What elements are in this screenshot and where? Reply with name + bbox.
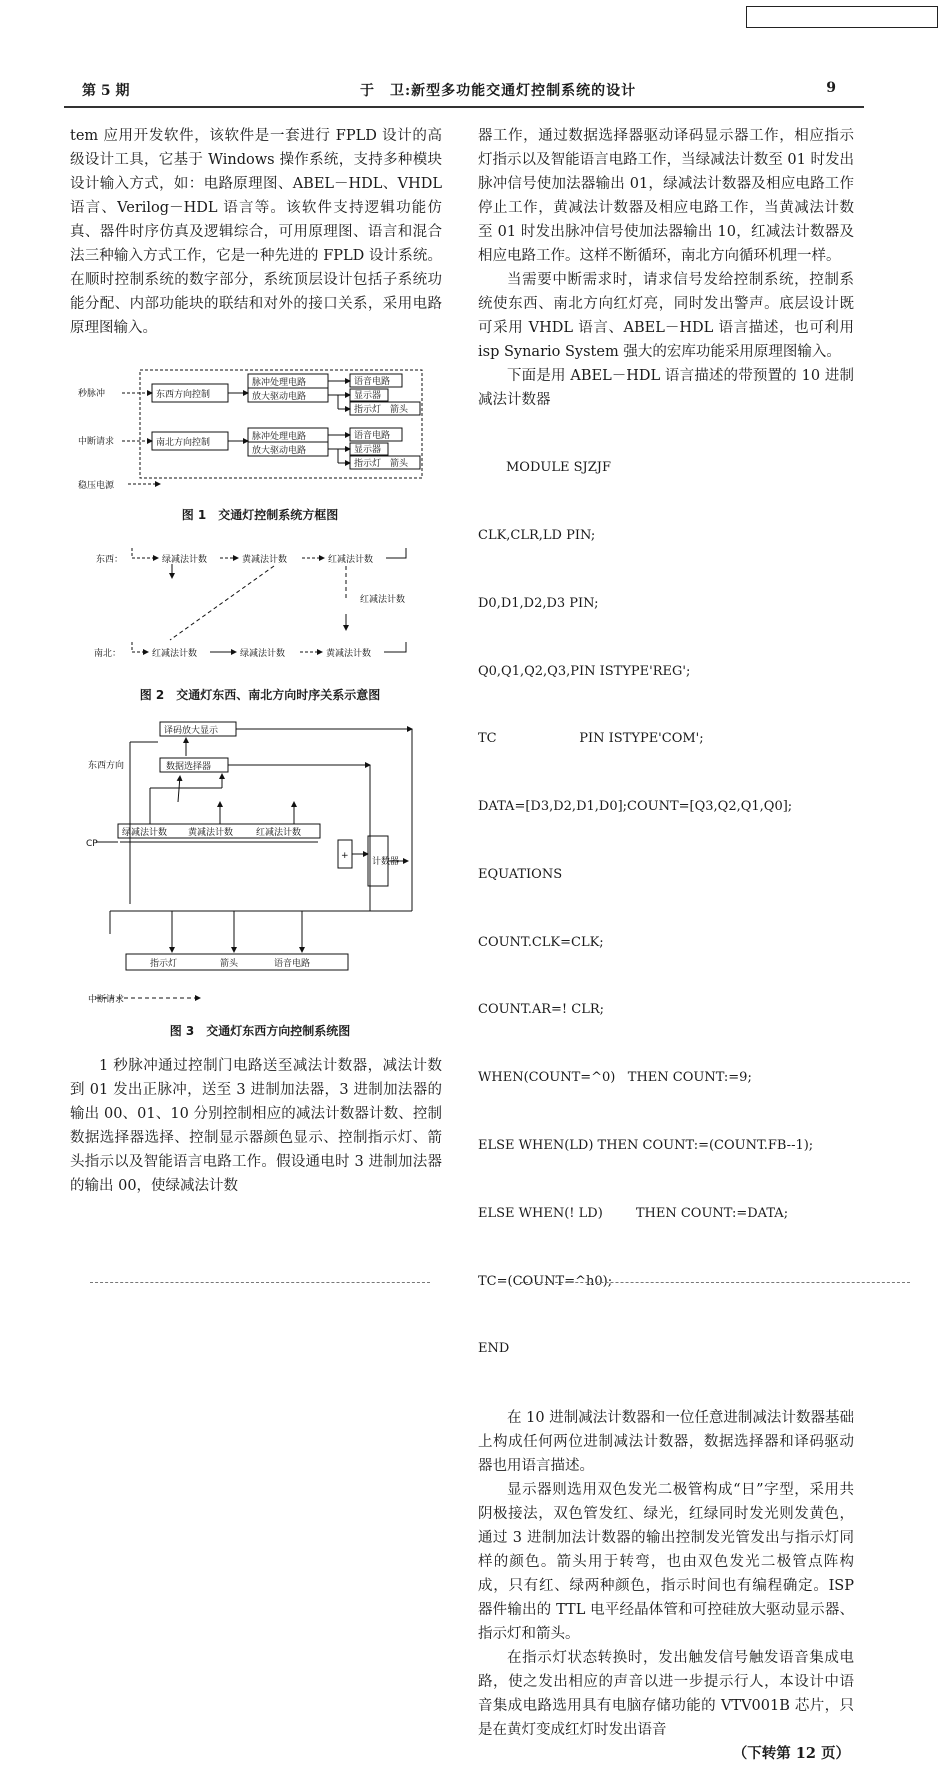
sn-green: 绿减法计数 bbox=[240, 649, 286, 659]
label-cp: CP bbox=[86, 839, 98, 849]
code-line: WHEN(COUNT=^0) THEN COUNT:=9; bbox=[478, 1070, 752, 1086]
label-display-1: 显示器 bbox=[354, 391, 382, 401]
code-line: TC PIN ISTYPE'COM'; bbox=[478, 731, 704, 747]
page-number: 9 bbox=[826, 80, 836, 96]
ew-control-diagram bbox=[70, 716, 450, 1016]
right-column bbox=[478, 124, 854, 1766]
label-east-west: 东西： bbox=[96, 555, 124, 565]
left-column bbox=[70, 124, 442, 340]
label-yellow: 黄减法计数 bbox=[188, 828, 234, 838]
para-2: 当需要中断需求时，请求信号发给控制系统，控制系统使东西、南北方向红灯亮，同时发出警声。底层设计既可采用 VHDL 语言、ABEL－HDL 语言描述，也可利用 isp Synario System 强大的宏库功能采用原理图输入。 bbox=[478, 272, 854, 360]
para-4: 在 10 进制减法计数器和一位任意进制减法计数器基础上构成任何两位进制减法计数器，数据选择器和译码驱动器也用语言描述。 bbox=[478, 1410, 854, 1475]
top-right-box bbox=[746, 6, 938, 28]
code-line: D0,D1,D2,D3 PIN; bbox=[478, 595, 599, 611]
label-indicator-2: 指示灯 箭头 bbox=[354, 459, 409, 469]
sn-yellow: 黄减法计数 bbox=[326, 649, 372, 659]
figure-3 bbox=[70, 716, 450, 1016]
code-line: COUNT.CLK=CLK; bbox=[478, 934, 604, 950]
figure-3-caption: 图 3 交通灯东西方向控制系统图 bbox=[169, 1024, 351, 1038]
code-line: MODULE SJZJF bbox=[506, 460, 611, 476]
label-amp-drive-1: 放大驱动电路 bbox=[252, 392, 307, 402]
label-counter: 计数器 bbox=[372, 857, 400, 867]
label-arrow: 箭头 bbox=[220, 959, 239, 969]
abel-code-listing bbox=[478, 412, 854, 1406]
continued-note: （下转第 12 页） bbox=[732, 1745, 850, 1763]
code-line: END bbox=[478, 1341, 510, 1357]
label-south-north: 南北： bbox=[94, 649, 122, 659]
code-line: COUNT.AR=! CLR; bbox=[478, 1002, 605, 1018]
label-power: 稳压电源 bbox=[78, 481, 115, 491]
ew-yellow: 黄减法计数 bbox=[242, 555, 288, 565]
label-indicator-1: 指示灯 箭头 bbox=[354, 405, 409, 415]
intro-paragraph: tem 应用开发软件，该软件是一套进行 FPLD 设计的高级设计工具，它基于 Windows 操作系统，支持多种模块设计输入方式，如：电路原理图、ABEL－HDL、VHDL 语言、Verilog－HDL 语言等。该软件支持逻辑功能仿真、器件时序仿真及逻辑综合，可用原理图、语言和混合法三种输入方式工作，它是一种先进的 FPLD 设计系统。在顺时控制系统的数字部分，系统顶层设计包括子系统功能分配、内部功能块的联结和对外的接口关系，采用电路原理图输入。 bbox=[70, 128, 442, 336]
label-voice: 语音电路 bbox=[274, 959, 311, 969]
code-line: DATA=[D3,D2,D1,D0];COUNT=[Q3,Q2,Q1,Q0]; bbox=[478, 799, 793, 815]
side-red: 红减法计数 bbox=[360, 595, 406, 605]
label-plus: + bbox=[341, 851, 349, 861]
footer-rule-left bbox=[90, 1282, 430, 1283]
ew-green: 绿减法计数 bbox=[162, 555, 208, 565]
figure-2 bbox=[70, 540, 450, 674]
label-amp-drive-2: 放大驱动电路 bbox=[252, 446, 307, 456]
footer-rule-right bbox=[520, 1282, 910, 1283]
label-red: 红减法计数 bbox=[256, 828, 302, 838]
para-6: 在指示灯状态转换时，发出触发信号触发语音集成电路，使之发出相应的声音以进一步提示行人，本设计中语音集成电路选用具有电脑存储功能的 VTV001B 芯片，只是在黄灯变成红灯时发出语音 bbox=[478, 1650, 854, 1739]
label-decode: 译码放大显示 bbox=[164, 726, 219, 736]
sn-red: 红减法计数 bbox=[152, 649, 198, 659]
label-pulse-proc-1: 脉冲处理电路 bbox=[252, 378, 307, 388]
code-line: TC=(COUNT=^h0); bbox=[478, 1273, 613, 1289]
label-indicator: 指示灯 bbox=[150, 959, 178, 969]
left-column-lower bbox=[70, 1054, 442, 1198]
code-line: CLK,CLR,LD PIN; bbox=[478, 527, 596, 543]
figure-1 bbox=[70, 366, 450, 496]
label-pulse-proc-2: 脉冲处理电路 bbox=[252, 432, 307, 442]
para-1: 器工作，通过数据选择器驱动译码显示器工作，相应指示灯指示以及智能语言电路工作，当绿减法计数至 01 时发出脉冲信号使加法器输出 01，绿减法计数器及相应电路工作停止工作，黄减法计数器及相应电路工作，当黄减法计数至 01 时发出脉冲信号使加法器输出 10，红减法计数器及相应电路工作。这样不断循环，南北方向循环机理一样。 bbox=[478, 128, 854, 264]
header-rule bbox=[64, 106, 864, 108]
label-interrupt: 中断请求 bbox=[78, 437, 115, 447]
para-5: 显示器则选用双色发光二极管构成“日”字型，采用共阴极接法，双色管发红、绿光，红绿同时发光则发黄色，通过 3 进制加法计数器的输出控制发光管发出与指示灯同样的颜色。箭头用于转弯，也由双色发光二极管点阵构成，只有红、绿两种颜色，指示时间也有编程确定。ISP 器件输出的 TTL 电平经晶体管和可控硅放大驱动显示器、指示灯和箭头。 bbox=[478, 1482, 854, 1643]
block-diagram bbox=[70, 366, 450, 496]
figure-2-caption: 图 2 交通灯东西、南北方向时序关系示意图 bbox=[139, 688, 381, 702]
code-line: ELSE WHEN(! LD) THEN COUNT:=DATA; bbox=[478, 1205, 789, 1221]
label-voice-1: 语音电路 bbox=[354, 377, 391, 387]
issue-number: 第 5 期 bbox=[82, 83, 130, 99]
label-selector: 数据选择器 bbox=[166, 762, 212, 772]
code-line: EQUATIONS bbox=[478, 866, 563, 882]
label-sec-pulse: 秒脉冲 bbox=[78, 389, 106, 399]
page-header bbox=[70, 80, 860, 104]
code-line: Q0,Q1,Q2,Q3,PIN ISTYPE'REG'; bbox=[478, 663, 691, 679]
ew-red: 红减法计数 bbox=[328, 555, 374, 565]
timing-diagram bbox=[70, 540, 450, 674]
label-interrupt: 中断请求 bbox=[88, 995, 125, 1005]
label-green: 绿减法计数 bbox=[122, 828, 168, 838]
label-ew-dir: 东西方向 bbox=[88, 761, 125, 771]
para-3: 下面是用 ABEL－HDL 语言描述的带预置的 10 进制减法计数器 bbox=[478, 368, 854, 408]
running-title: 于 卫:新型多功能交通灯控制系统的设计 bbox=[360, 83, 637, 99]
code-line: ELSE WHEN(LD) THEN COUNT:=(COUNT.FB--1); bbox=[478, 1138, 814, 1153]
after-figures-paragraph: 1 秒脉冲通过控制门电路送至减法计数器，减法计数到 01 发出正脉冲，送至 3 进制加法器，3 进制加法器的输出 00、01、10 分别控制相应的减法计数器计数、控制数据选择器选择、控制显示器颜色显示、控制指示灯、箭头指示以及智能语言电路工作。假设通电时 3 进制加法器的输出 00，使绿减法计数 bbox=[70, 1058, 442, 1194]
label-ew-ctrl: 东西方向控制 bbox=[156, 390, 211, 400]
figure-1-caption: 图 1 交通灯控制系统方框图 bbox=[181, 508, 339, 522]
label-voice-2: 语音电路 bbox=[354, 431, 391, 441]
label-display-2: 显示器 bbox=[354, 445, 382, 455]
label-ns-ctrl: 南北方向控制 bbox=[156, 438, 211, 448]
